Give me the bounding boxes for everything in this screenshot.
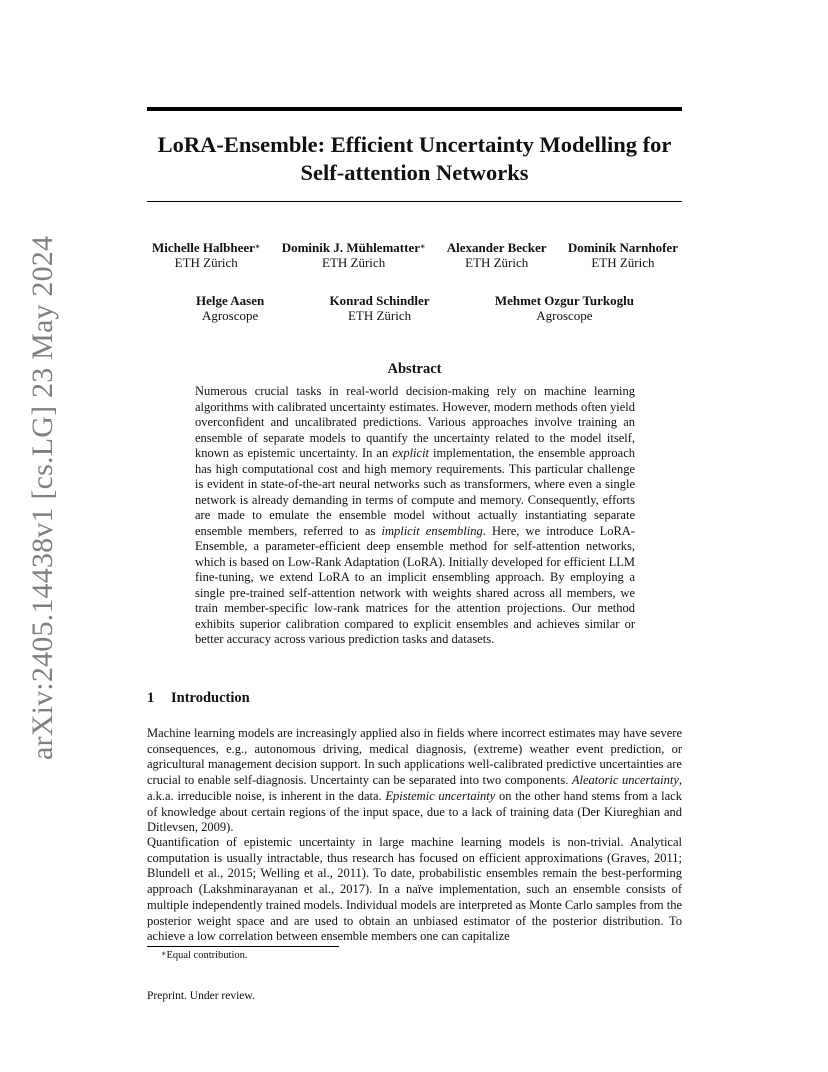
- author-name: Konrad Schindler: [329, 293, 430, 308]
- author-name: Alexander Becker: [446, 240, 547, 255]
- author-name: Helge Aasen: [196, 293, 265, 308]
- title-bottom-rule: [147, 201, 682, 202]
- author-affiliation: ETH Zürich: [347, 308, 412, 323]
- emphasis: Aleatoric uncertainty: [571, 773, 679, 788]
- emphasis: explicit: [392, 446, 430, 460]
- author-block: [196, 293, 264, 323]
- author-name: Mehmet Ozgur Turkoglu: [494, 293, 634, 308]
- footnote-rule: [147, 946, 339, 947]
- author-affiliation: Agroscope: [536, 308, 593, 323]
- author-block: [447, 240, 547, 270]
- author-affiliation: ETH Zürich: [465, 255, 529, 270]
- title-line-1: LoRA-Ensemble: Efficient Uncertainty Modelling for: [157, 132, 672, 157]
- author-block: [330, 293, 430, 323]
- section-number: 1: [147, 690, 155, 706]
- body-paragraph: Machine learning models are increasingly applied also in fields where incorrect estimates may have severe consequences, e.g., autonomous driving, medical diagnosis, (extreme) weather event prediction, or agricultural management decision support. In such applications well-calibrated predictive uncertainties are crucial to enable self-diagnosis. Uncertainty can be separated into two components. Aleatoric uncertainty, a.k.a. irreducible noise, is inherent in the data. Epistemic uncertainty on the other hand stems from a lack of knowledge about certain regions of the input space, due to a lack of training data (Der Kiureghian and Ditlevsen, 2009).: [147, 726, 682, 835]
- equal-contribution-mark: ∗: [419, 242, 426, 251]
- abstract-heading: Abstract: [387, 361, 442, 377]
- author-block: [152, 240, 260, 270]
- author-affiliation: ETH Zürich: [591, 255, 655, 270]
- page-footer: Preprint. Under review.: [147, 990, 255, 1002]
- author-block: [568, 240, 678, 270]
- title-top-rule: [147, 107, 682, 111]
- footnote: ∗Equal contribution.: [161, 949, 248, 961]
- section-heading: [147, 690, 250, 707]
- author-name: Michelle Halbheer∗: [152, 240, 261, 255]
- body-paragraph: Quantification of epistemic uncertainty in large machine learning models is non-trivial. Analytical computation is usually intractable, thus research has focused on efficient approximations (Graves, 2011; Blundell et al., 2015; Welling et al., 2011). To date, probabilistic ensembles remain the best-performing approach (Lakshminarayanan et al., 2017). In a naïve implementation, such an ensemble consists of multiple independently trained models. Individual models are interpreted as Monte Carlo samples from the posterior weight space and are used to obtain an unbiased estimator of the posterior distribution. To achieve a low correlation between ensemble members one can capitalize: [147, 835, 682, 944]
- author-block: [282, 240, 426, 270]
- arxiv-identifier: arXiv:2405.14438v1 [cs.LG] 23 May 2024: [26, 235, 59, 760]
- paper-title: [147, 131, 682, 187]
- author-name: Dominik J. Mühlematter∗: [281, 240, 426, 255]
- author-affiliation: ETH Zürich: [174, 255, 238, 270]
- author-block: [495, 293, 634, 323]
- author-name: Dominik Narnhofer: [567, 240, 678, 255]
- footnote-mark: ∗: [161, 949, 167, 958]
- emphasis: implicit ensembling: [381, 523, 483, 538]
- title-line-2: Self-attention Networks: [300, 160, 529, 185]
- abstract-text: Numerous crucial tasks in real-world decision-making rely on machine learning algorithms with calibrated uncertainty estimates. However, modern methods often yield overconfident and uncalibrated predictions. Various approaches involve training an ensemble of separate models to quantify the uncertainty related to the model itself, known as epistemic uncertainty. In an explicit implementation, the ensemble approach has high computational cost and high memory requirements. This particular challenge is evident in state-of-the-art neural networks such as transformers, where even a single network is already demanding in terms of compute and memory. Consequently, efforts are made to emulate the ensemble model without actually instantiating separate ensemble members, referred to as implicit ensembling. Here, we introduce LoRA-Ensemble, a parameter-efficient deep ensemble method for self-attention networks, which is based on Low-Rank Adaptation (LoRA). Initially developed for efficient LLM fine-tuning, we extend LoRA to an implicit ensembling approach. By employing a single pre-trained self-attention network with weights shared across all members, we train member-specific low-rank matrices for the attention projections. Our method exhibits superior calibration compared to explicit ensembles and achieves similar or better accuracy across various prediction tasks and datasets.: [195, 384, 635, 646]
- emphasis: Epistemic uncertainty: [385, 788, 496, 803]
- author-affiliation: Agroscope: [201, 308, 259, 323]
- section-title: Introduction: [171, 690, 250, 706]
- author-affiliation: ETH Zürich: [322, 255, 386, 270]
- author-row-1: [140, 240, 690, 270]
- author-row-2: [140, 293, 690, 323]
- equal-contribution-mark: ∗: [254, 242, 261, 251]
